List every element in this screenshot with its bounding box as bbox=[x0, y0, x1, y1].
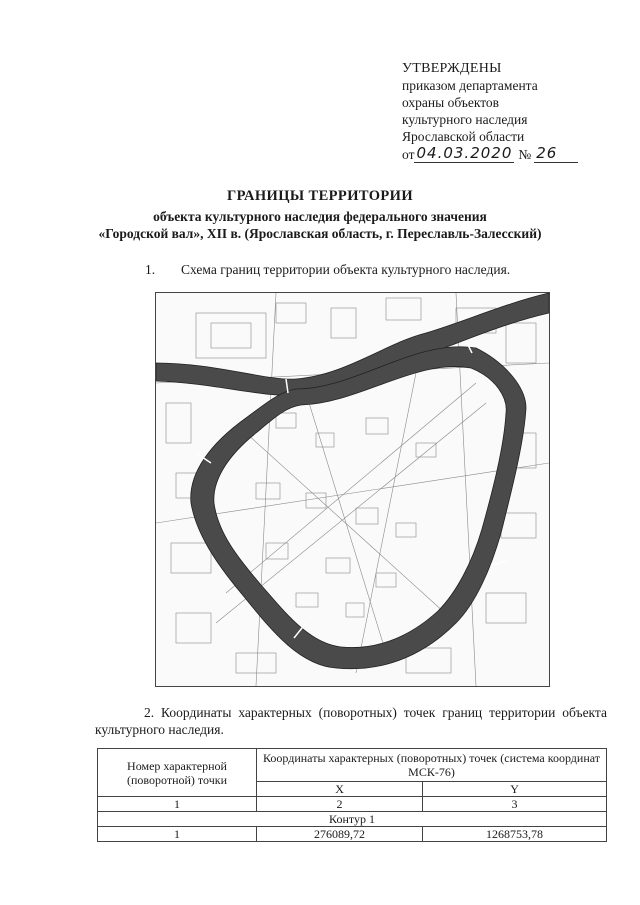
boundary-map bbox=[155, 292, 550, 687]
map-drawing bbox=[156, 293, 549, 686]
approval-line: охраны объектов bbox=[402, 95, 500, 110]
handwritten-number: 26 bbox=[534, 145, 578, 163]
number-prefix: № bbox=[518, 147, 532, 162]
building-shape bbox=[176, 613, 211, 643]
building-shape bbox=[306, 493, 326, 508]
date-prefix: от bbox=[402, 147, 415, 162]
building-shape bbox=[396, 523, 416, 537]
section-2-text: 2. Координаты характерных (поворотных) точек границ территории объекта культурного наследия. bbox=[95, 705, 607, 737]
building-shape bbox=[326, 558, 350, 573]
boundary-point-mark bbox=[491, 561, 506, 565]
contour-label: Контур 1 bbox=[98, 812, 607, 827]
building-shape bbox=[276, 413, 296, 428]
colnum-cell: 1 bbox=[98, 797, 257, 812]
building-shape bbox=[166, 403, 191, 443]
building-shape bbox=[211, 323, 251, 348]
section-1-number: 1. bbox=[145, 262, 156, 277]
building-shape bbox=[256, 483, 280, 499]
subtitle-line-2: «Городской вал», XII в. (Ярославская область, г. Переславль-Залесский) bbox=[98, 226, 542, 241]
subtitle-line-1: объекта культурного наследия федерального значения bbox=[153, 209, 487, 224]
header-point-number: Номер характерной (поворотной) точки bbox=[98, 749, 257, 797]
building-shape bbox=[346, 603, 364, 617]
document-subtitle bbox=[0, 208, 640, 242]
section-1-text: Схема границ территории объекта культурного наследия. bbox=[181, 262, 511, 277]
handwritten-date: 04.03.2020 bbox=[416, 144, 513, 162]
street-line bbox=[246, 433, 456, 623]
approval-line: Ярославской области bbox=[402, 129, 525, 144]
approval-block bbox=[402, 60, 578, 163]
header-coordinates: Координаты характерных (поворотных) точек (система координат МСК-76) bbox=[257, 749, 607, 782]
document-title: ГРАНИЦЫ ТЕРРИТОРИИ bbox=[226, 188, 414, 204]
colnum-cell: 2 bbox=[257, 797, 423, 812]
building-shape bbox=[171, 543, 211, 573]
building-shape bbox=[296, 593, 318, 607]
building-shape bbox=[276, 303, 306, 323]
table-contour-row bbox=[98, 812, 607, 827]
coordinates-table bbox=[97, 748, 607, 842]
building-shape bbox=[376, 573, 396, 587]
point-number-cell: 1 bbox=[98, 827, 257, 842]
approval-date-line bbox=[402, 145, 578, 163]
building-shape bbox=[386, 298, 421, 320]
approval-heading: УТВЕРЖДЕНЫ bbox=[402, 61, 502, 76]
building-shape bbox=[416, 443, 436, 457]
building-shape bbox=[486, 593, 526, 623]
x-coordinate-cell: 276089,72 bbox=[257, 827, 423, 842]
header-y: Y bbox=[423, 782, 607, 797]
building-shape bbox=[356, 508, 378, 524]
building-shape bbox=[236, 653, 276, 673]
building-shape bbox=[506, 323, 536, 363]
approval-line: культурного наследия bbox=[402, 112, 528, 127]
section-1-heading bbox=[145, 262, 510, 278]
table-colnum-row bbox=[98, 797, 607, 812]
building-shape bbox=[366, 418, 388, 434]
building-shape bbox=[501, 513, 536, 538]
colnum-cell: 3 bbox=[423, 797, 607, 812]
table-row bbox=[98, 827, 607, 842]
y-coordinate-cell: 1268753,78 bbox=[423, 827, 607, 842]
header-x: X bbox=[257, 782, 423, 797]
approval-line: приказом департамента bbox=[402, 78, 538, 93]
table-header-row bbox=[98, 749, 607, 782]
building-shape bbox=[196, 313, 266, 358]
building-shape bbox=[331, 308, 356, 338]
